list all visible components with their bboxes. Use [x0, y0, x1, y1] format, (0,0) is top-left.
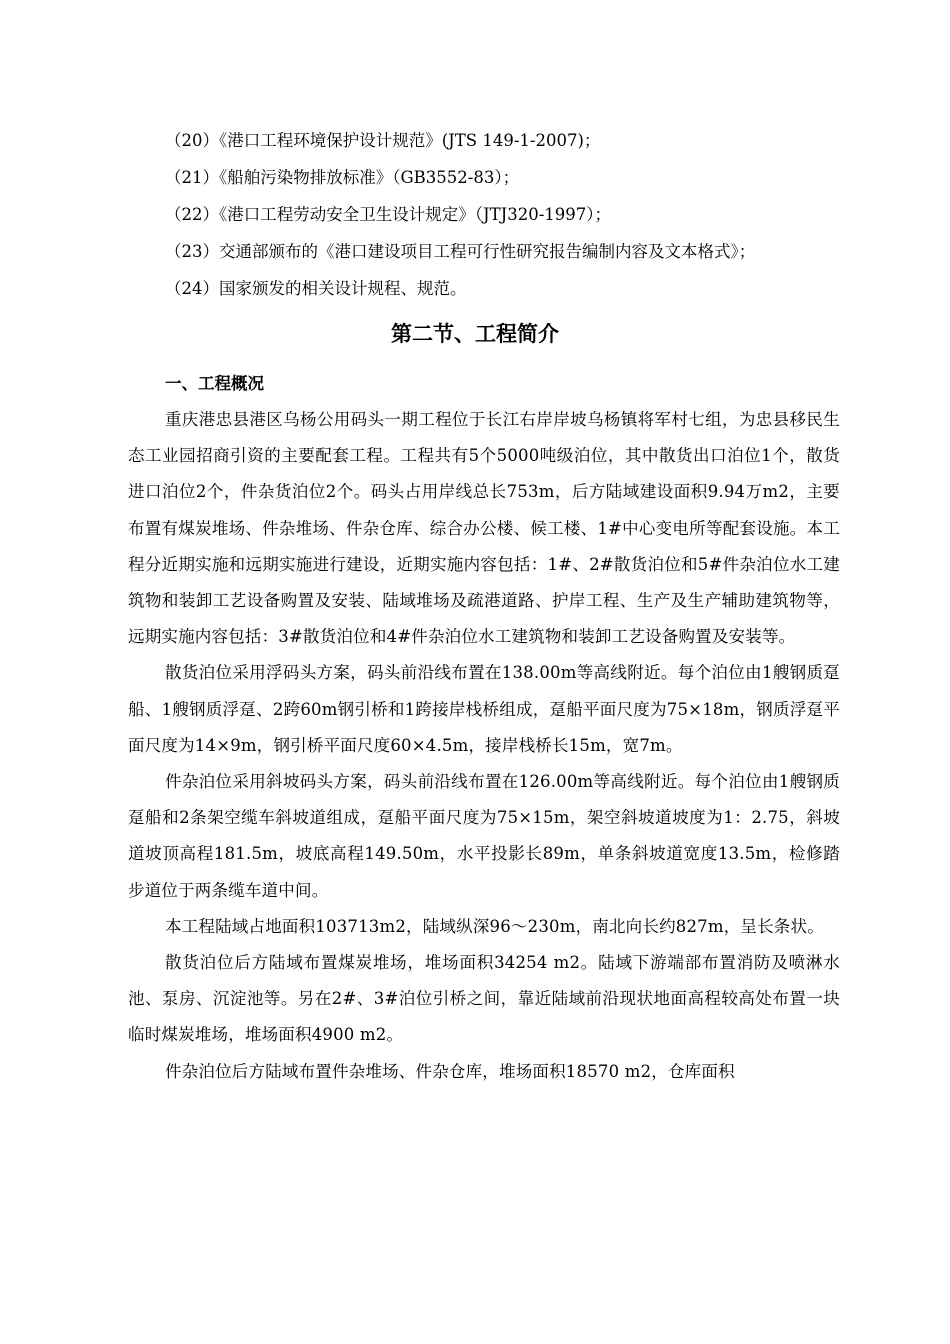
paragraph: 散货泊位后方陆域布置煤炭堆场，堆场面积34254 m2。陆域下游端部布置消防及喷淋水池、泵房、沉淀池等。另在2#、3#泊位引桥之间，靠近陆域前沿现状地面高程较高处布置一块临时煤炭堆场，堆场面积4900 m2。 [128, 953, 840, 1045]
reference-list [165, 122, 865, 307]
reference-item: （21）《船舶污染物排放标准》（GB3552-83）； [165, 168, 520, 187]
subheading: 一、工程概况 [165, 374, 264, 393]
paragraph: 件杂泊位后方陆域布置件杂堆场、件杂仓库，堆场面积18570 m2，仓库面积 [165, 1061, 735, 1081]
paragraph: 件杂泊位采用斜坡码头方案，码头前沿线布置在126.00m等高线附近。每个泊位由1艘钢质趸船和2条架空缆车斜坡道组成，趸船平面尺度为75×15m，架空斜坡道坡度为1：2.75，斜坡道坡顶高程181.5m，坡底高程149.50m，水平投影长89m，单条斜坡道宽度13.5m，检修踏步道位于两条缆车道中间。 [128, 772, 840, 900]
paragraph: 重庆港忠县港区乌杨公用码头一期工程位于长江右岸岸坡乌杨镇将军村七组，为忠县移民生态工业园招商引资的主要配套工程。工程共有5个5000吨级泊位，其中散货出口泊位1个，散货进口泊位2个，件杂货泊位2个。码头占用岸线总长753m，后方陆域建设面积9.94万m2，主要布置有煤炭堆场、件杂堆场、件杂仓库、综合办公楼、候工楼、1#中心变电所等配套设施。本工程分近期实施和远期实施进行建设，近期实施内容包括：1#、2#散货泊位和5#件杂泊位水工建筑物和装卸工艺设备购置及安装、陆域堆场及疏港道路、护岸工程、生产及生产辅助建筑物等，远期实施内容包括：3#散货泊位和4#件杂泊位水工建筑物和装卸工艺设备购置及安装等。 [128, 410, 840, 647]
reference-item: （22）《港口工程劳动安全卫生设计规定》（JTJ320-1997）； [165, 205, 612, 224]
paragraph: 本工程陆域占地面积103713m2，陆域纵深96～230m，南北向长约827m，呈长条状。 [165, 916, 824, 936]
body-text [128, 402, 840, 1090]
reference-item: （24）国家颁发的相关设计规程、规范。 [165, 279, 467, 298]
reference-item: （23）交通部颁布的《港口建设项目工程可行性研究报告编制内容及文本格式》； [165, 242, 756, 261]
paragraph: 散货泊位采用浮码头方案，码头前沿线布置在138.00m等高线附近。每个泊位由1艘钢质趸船、1艘钢质浮趸、2跨60m钢引桥和1跨接岸栈桥组成，趸船平面尺度为75×18m，钢质浮趸平面尺度为14×9m，钢引桥平面尺度60×4.5m，接岸栈桥长15m，宽7m。 [128, 663, 840, 755]
section-title: 第二节、工程简介 [391, 321, 559, 346]
reference-item: （20）《港口工程环境保护设计规范》(JTS 149-1-2007)； [165, 131, 601, 150]
